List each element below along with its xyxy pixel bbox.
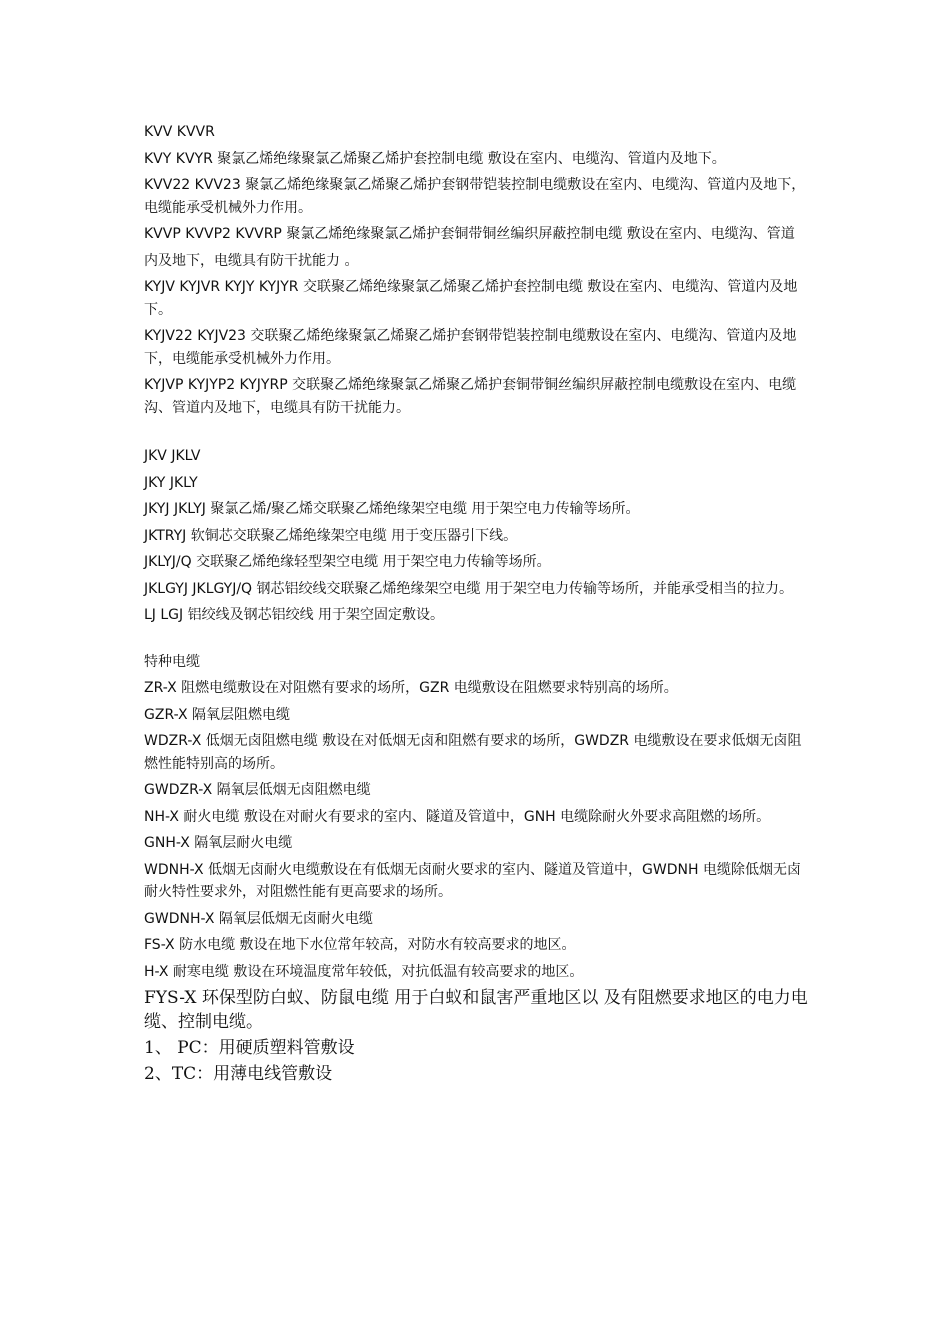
document-body <box>144 121 808 1088</box>
section-heading: 特种电缆 <box>144 653 200 670</box>
paragraph: GWDNH-X 隔氧层低烟无卤耐火电缆 <box>144 910 373 927</box>
paragraph: ZR-X 阻燃电缆敷设在对阻燃有要求的场所，GZR 电缆敷设在阻燃要求特别高的场所。 <box>144 680 678 696</box>
paragraph: FS-X 防水电缆 敷设在地下水位常年较高，对防水有较高要求的地区。 <box>144 937 576 953</box>
paragraph: GNH-X 隔氧层耐火电缆 <box>144 835 293 851</box>
paragraph: KVV KVVR <box>144 124 215 140</box>
paragraph: JKYJ JKLYJ 聚氯乙烯/聚乙烯交联聚乙烯绝缘架空电缆 用于架空电力传输等场所。 <box>144 501 640 517</box>
serif-text-section <box>144 986 808 1086</box>
paragraph: KYJVP KYJYP2 KYJYRP 交联聚乙烯绝缘聚氯乙烯聚乙烯护套铜带铜丝编织屏蔽控制电缆敷设在室内、电缆沟、管道内及地下，电缆具有防干扰能力。 <box>144 377 797 416</box>
list-item: 2、TC：用薄电线管敷设 <box>144 1064 333 1084</box>
paragraph: WDZR-X 低烟无卤阻燃电缆 敷设在对低烟无卤和阻燃有要求的场所，GWDZR 电缆敷设在要求低烟无卤阻燃性能特别高的场所。 <box>144 733 802 772</box>
paragraph: H-X 耐寒电缆 敷设在环境温度常年较低，对抗低温有较高要求的地区。 <box>144 963 584 980</box>
paragraph: JKLYJ/Q 交联聚乙烯绝缘轻型架空电缆 用于架空电力传输等场所。 <box>144 554 551 570</box>
paragraph: WDNH-X 低烟无卤耐火电缆敷设在有低烟无卤耐火要求的室内、隧道及管道中，GWDNH 电缆除低烟无卤耐火特性要求外，对阻燃性能有更高要求的场所。 <box>144 861 801 900</box>
paragraph: JKV JKLV <box>144 448 201 464</box>
paragraph: FYS-X 环保型防白蚁、防鼠电缆 用于白蚁和鼠害严重地区以 及有阻燃要求地区的电力电缆、控制电缆。 <box>144 988 808 1032</box>
paragraph: GZR-X 隔氧层阻燃电缆 <box>144 706 290 723</box>
list-item: 1、 PC：用硬质塑料管敷设 <box>144 1038 355 1058</box>
paragraph: KYJV KYJVR KYJY KYJYR 交联聚乙烯绝缘聚氯乙烯聚乙烯护套控制电缆 敷设在室内、电缆沟、管道内及地下。 <box>144 279 798 318</box>
paragraph: KVVP KVVP2 KVVRP 聚氯乙烯绝缘聚氯乙烯护套铜带铜丝编织屏蔽控制电缆 敷设在室内、电缆沟、管道 <box>144 226 795 242</box>
section-spacer <box>144 423 808 445</box>
paragraph: JKY JKLY <box>144 474 198 491</box>
paragraph: 内及地下，电缆具有防干扰能力 。 <box>144 252 359 269</box>
paragraph: KYJV22 KYJV23 交联聚乙烯绝缘聚氯乙烯聚乙烯护套钢带铠装控制电缆敷设在室内、电缆沟、管道内及地下，电缆能承受机械外力作用。 <box>144 328 797 367</box>
paragraph: GWDZR-X 隔氧层低烟无卤阻燃电缆 <box>144 782 371 798</box>
paragraph: JKLGYJ JKLGYJ/Q 钢芯铝绞线交联聚乙烯绝缘架空电缆 用于架空电力传输等场所，并能承受相当的拉力。 <box>144 580 793 597</box>
section-spacer <box>144 631 808 651</box>
paragraph: JKTRYJ 软铜芯交联聚乙烯绝缘架空电缆 用于变压器引下线。 <box>144 527 518 544</box>
paragraph: KVY KVYR 聚氯乙烯绝缘聚氯乙烯聚乙烯护套控制电缆 敷设在室内、电缆沟、管道内及地下。 <box>144 150 726 167</box>
special-cable-section <box>144 651 808 984</box>
paragraph: NH-X 耐火电缆 敷设在对耐火有要求的室内、隧道及管道中，GNH 电缆除耐火外要求高阻燃的场所。 <box>144 808 771 825</box>
control-cable-section <box>144 121 808 419</box>
paragraph: LJ LGJ 铝绞线及钢芯铝绞线 用于架空固定敷设。 <box>144 607 445 623</box>
paragraph: KVV22 KVV23 聚氯乙烯绝缘聚氯乙烯聚乙烯护套钢带铠装控制电缆敷设在室内、电缆沟、管道内及地下，电缆能承受机械外力作用。 <box>144 177 806 216</box>
overhead-cable-section <box>144 445 808 627</box>
